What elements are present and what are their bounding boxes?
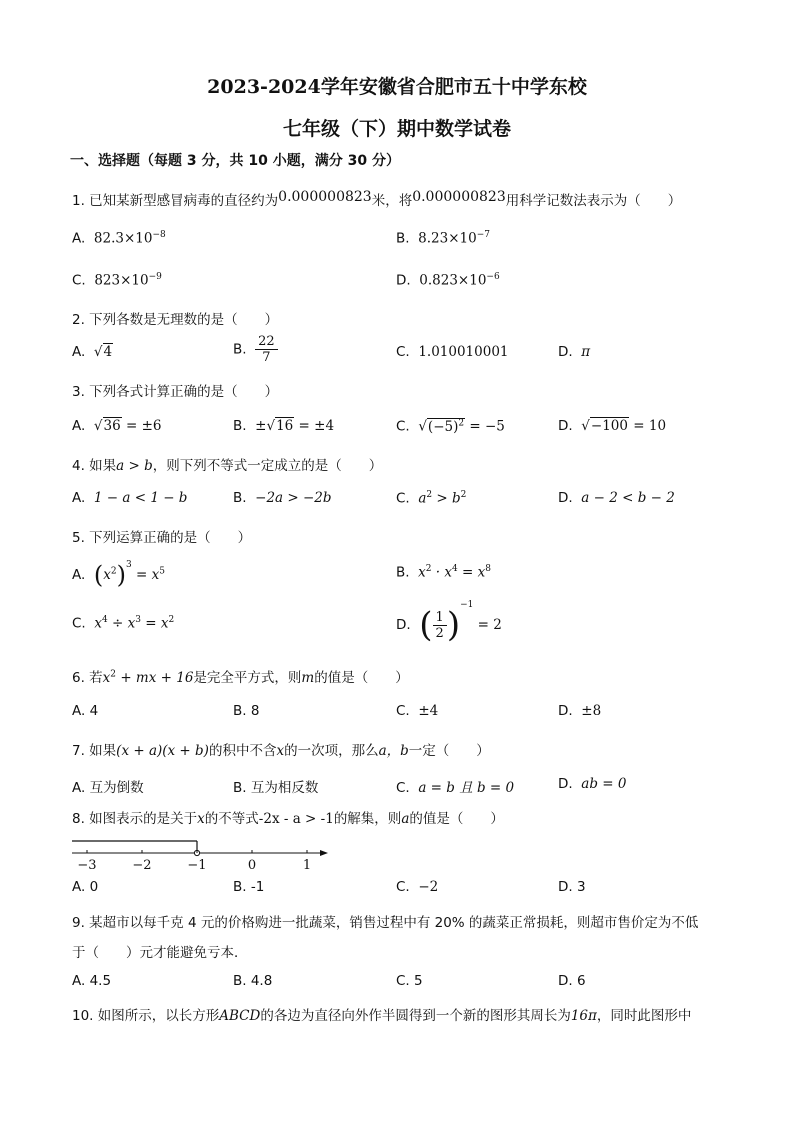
axis-arrow-icon <box>320 850 328 856</box>
q4-option-a[interactable]: A. 1 − a < 1 − b <box>72 490 188 506</box>
question-1-stem: 1. 已知某新型感冒病毒的直径约为0.000000823米，将0.000000823用科学记数法表示为（ ） <box>72 189 682 209</box>
q8-option-d[interactable]: D. 3 <box>558 879 586 895</box>
axis-tick-label: 1 <box>302 858 312 873</box>
q6-option-c[interactable]: C. ±4 <box>396 703 439 719</box>
q7-option-d[interactable]: D. ab = 0 <box>558 776 627 792</box>
q6-option-a[interactable]: A. 4 <box>72 703 99 719</box>
axis-tick-label: −2 <box>132 858 152 873</box>
q7-option-b[interactable]: B. 互为相反数 <box>233 780 319 796</box>
q5-option-c[interactable]: C. $x^4 \div x^3 = x^2$ <box>72 615 175 632</box>
q1-option-d[interactable]: D. $0.823\times 10^{-6}$ <box>396 272 500 289</box>
q1-option-b[interactable]: B. $8.23\times 10^{-7}$ <box>396 230 490 247</box>
q4-option-d[interactable]: D. a − 2 < b − 2 <box>558 490 675 506</box>
q2-option-b[interactable]: B. $\frac{22}{7}$ <box>233 334 278 365</box>
q8-option-c[interactable]: C. −2 <box>396 879 439 895</box>
question-9-line-2: 于（ ）元才能避免亏本． <box>72 945 248 961</box>
number-line-figure <box>70 832 332 874</box>
q5-option-a[interactable]: A. $(x^2)^3 = x^5$ <box>72 560 165 589</box>
q7-option-a[interactable]: A. 互为倒数 <box>72 780 144 796</box>
title-line-1: 2023-2024学年安徽省合肥市五十中学东校 <box>207 76 587 98</box>
q1-option-c[interactable]: C. $823\times 10^{-9}$ <box>72 272 162 289</box>
q9-option-c[interactable]: C. 5 <box>396 973 423 989</box>
q2-option-d[interactable]: D. π <box>558 344 591 360</box>
question-2-stem: 2. 下列各数是无理数的是（ ） <box>72 312 279 328</box>
q5-option-b[interactable]: B. $x^2 \cdot x^4 = x^8$ <box>396 564 491 581</box>
q4-option-b[interactable]: B. −2a > −2b <box>233 490 332 506</box>
section-heading: 一、选择题（每题 3 分，共 10 小题，满分 30 分） <box>70 153 400 169</box>
q6-option-b[interactable]: B. 8 <box>233 703 260 719</box>
question-4-stem: 4. 如果a > b，则下列不等式一定成立的是（ ） <box>72 458 383 474</box>
question-9-line-1: 9. 某超市以每千克 4 元的价格购进一批蔬菜，销售过程中有 20% 的蔬菜正常损耗，则超市售价定为不低 <box>72 915 699 931</box>
q7-option-c[interactable]: C. a = b 且 b = 0 <box>396 780 515 796</box>
q1-option-a[interactable]: A. $82.3\times 10^{-8}$ <box>72 230 166 247</box>
q8-option-b[interactable]: B. -1 <box>233 879 265 895</box>
title-line-2: 七年级（下）期中数学试卷 <box>282 118 511 140</box>
question-3-stem: 3. 下列各式计算正确的是（ ） <box>72 384 279 400</box>
q6-option-d[interactable]: D. ±8 <box>558 703 602 719</box>
q9-option-b[interactable]: B. 4.8 <box>233 973 273 989</box>
question-5-stem: 5. 下列运算正确的是（ ） <box>72 530 252 546</box>
q3-option-c[interactable]: C. $√(-5)^2 = -5$ <box>396 418 505 435</box>
question-8-stem: 8. 如图表示的是关于x的不等式-2x - a > -1的解集，则a的值是（ ） <box>72 811 504 827</box>
question-7-stem: 7. 如果(x + a)(x + b)的积中不含x的一次项，那么a，b一定（ ） <box>72 743 490 759</box>
q9-option-d[interactable]: D. 6 <box>558 973 586 989</box>
q5-option-d[interactable]: D. ( $\frac{1}{2}$ )$^{-1}$ = 2 <box>396 600 502 645</box>
q2-option-a[interactable]: A. √4 <box>72 344 113 360</box>
q2-option-c[interactable]: C. 1.010010001 <box>396 344 509 360</box>
question-6-stem: 6. 若$x^2$ + mx + 16是完全平方式，则m的值是（ ） <box>72 669 409 686</box>
axis-tick-label: −1 <box>187 858 207 873</box>
q3-option-b[interactable]: B. ±√16 = ±4 <box>233 418 335 434</box>
q3-option-d[interactable]: D. √−100 = 10 <box>558 418 667 434</box>
axis-tick-label: −3 <box>77 858 97 873</box>
q4-option-c[interactable]: C. $a^2 > b^2$ <box>396 490 467 507</box>
question-10-stem: 10. 如图所示，以长方形ABCD的各边为直径向外作半圆得到一个新的图形其周长为16π，同时此图形中 <box>72 1008 692 1024</box>
q9-option-a[interactable]: A. 4.5 <box>72 973 112 989</box>
axis-tick-label: 0 <box>247 858 257 873</box>
q3-option-a[interactable]: A. √36 = ±6 <box>72 418 162 434</box>
q8-option-a[interactable]: A. 0 <box>72 879 99 895</box>
